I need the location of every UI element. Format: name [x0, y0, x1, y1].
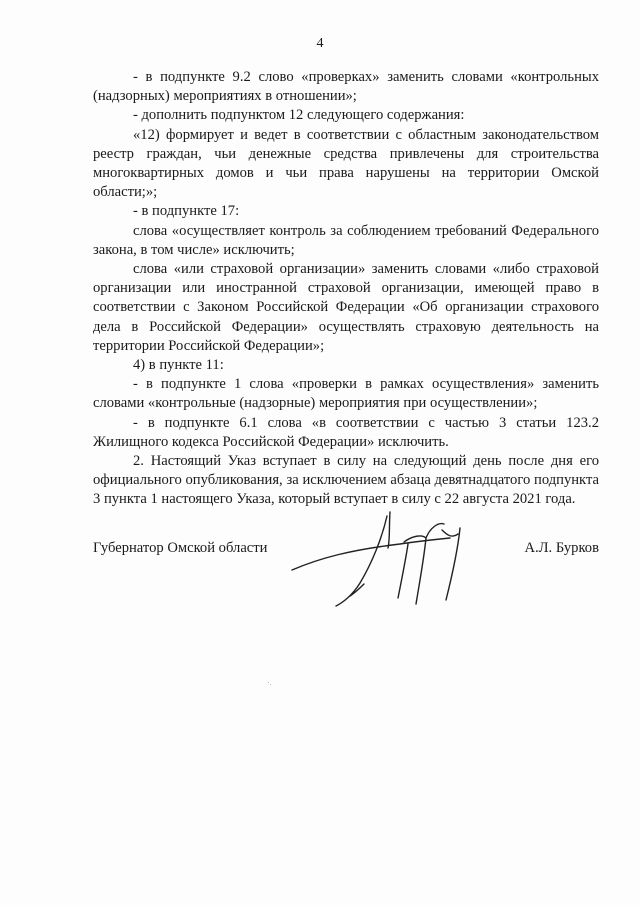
- paragraph: слова «или страховой организации» заменить словами «либо страховой организации или иностранной страховой организации, имеющей право в соответствии с Законом Российской Федерации «Об организации страхового дела в Российской Федерации» осуществлять страховую деятельность на территории Российской Федерации»;: [93, 261, 599, 354]
- paragraph: - в подпункте 1 слова «проверки в рамках осуществления» заменить словами «контрольные (надзорные) мероприятия при осуществлении»;: [93, 376, 599, 412]
- paragraph: - в подпункте 17:: [133, 203, 240, 220]
- signatory-position: Губернатор Омской области: [93, 540, 268, 556]
- paragraph: 4) в пункте 11:: [133, 357, 224, 374]
- paragraph: «12) формирует и ведет в соответствии с областным законодательством реестр граждан, чьи денежные средства привлечены для строительства многоквартирных домов и чьи права нарушены на территории Омской области;»;: [93, 126, 599, 201]
- signatory-name: А.Л. Бурков: [524, 540, 599, 556]
- paragraph: - в подпункте 9.2 слово «проверках» заменить словами «контрольных (надзорных) мероприятиях в отношении»;: [93, 69, 599, 105]
- scan-speck: [270, 684, 271, 685]
- page-number: 4: [316, 36, 324, 51]
- paragraph: - в подпункте 6.1 слова «в соответствии с частью 3 статьи 123.2 Жилищного кодекса Российской Федерации» исключить.: [93, 414, 599, 450]
- signature-block: [93, 540, 599, 560]
- handwritten-signature: [290, 508, 490, 618]
- paragraph: слова «осуществляет контроль за соблюдением требований Федерального закона, в том числе» исключить;: [93, 222, 599, 258]
- paragraph: - дополнить подпунктом 12 следующего содержания:: [133, 107, 465, 124]
- paragraph: 2. Настоящий Указ вступает в силу на следующий день после дня его официального опубликования, за исключением абзаца девятнадцатого подпункта 3 пункта 1 настоящего Указа, который вступает в силу с 22 августа 2021 года.: [93, 453, 599, 508]
- scan-speck: [268, 682, 269, 683]
- document-body: [93, 68, 599, 510]
